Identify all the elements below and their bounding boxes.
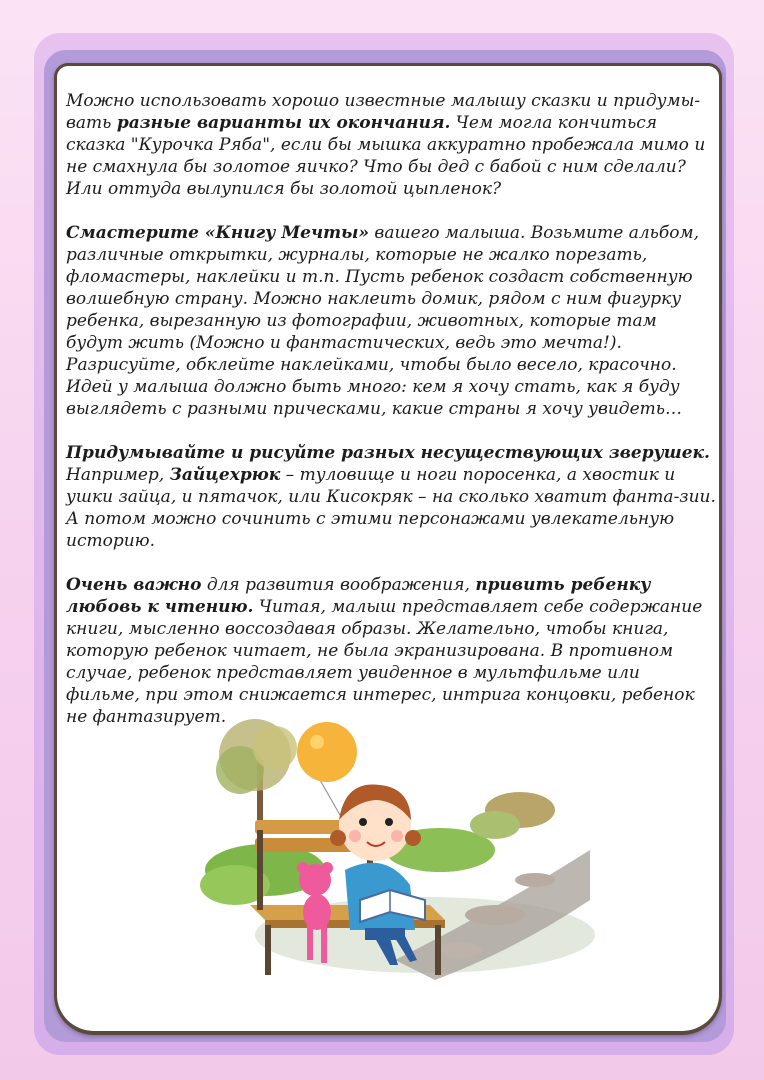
article-text	[66, 90, 716, 750]
bold-phrase: Очень важно	[66, 575, 202, 595]
bold-phrase: привить ребенку любовь к чтению.	[66, 575, 651, 617]
bold-phrase: Смастерите «Книгу Мечты»	[66, 223, 370, 243]
text-run: Чем могла кончиться сказка "Курочка Ряба", если бы мышка аккуратно пробежала мимо и не смахнула бы золотое яичко? Что бы дед с бабой с ним сделали? Или оттуда вылупился бы золотой цыпленок?	[66, 113, 706, 199]
text-run: – туловище и ноги поросенка, а хвостик и ушки зайца, и пятачок, или Кисокряк – на сколько хватит фанта-зии. А потом можно сочинить с этими персонажами увлекательную историю.	[66, 465, 716, 551]
paragraph-dream-book	[66, 222, 716, 420]
bold-phrase: Зайцехрюк	[169, 465, 281, 485]
text-run: Можно использовать хорошо известные малышу сказки и придумы-вать	[66, 91, 701, 133]
bold-phrase: разные варианты их окончания.	[116, 113, 451, 133]
girl-reading-on-bench-illustration	[195, 700, 595, 990]
bold-phrase: Придумывайте и рисуйте разных несуществующих зверушек.	[66, 443, 710, 463]
text-run: Например,	[66, 465, 170, 485]
text-run: Читая, малыш представляет себе содержание книги, мысленно воссоздавая образы. Желательно, чтобы книга, которую ребенок читает, не была экранизирована. В противном случае, ребенок представляет увиденное в мультфильме или фильме, при этом снижается интерес, интрига концовки, ребенок не фантазирует.	[66, 597, 703, 727]
paragraph-endings	[66, 90, 716, 200]
text-run: вашего малыша. Возьмите альбом, различные открытки, журналы, которые не жалко порезать, фломастеры, наклейки и т.п. Пусть ребенок создаст собственную волшебную страну. Можно наклеить домик, рядом с ним фигурку ребенка, вырезанную из фотографии, животных, которые там будут жить (Можно и фантастических, ведь это мечта!). Разрисуйте, обклейте наклейками, чтобы было весело, красочно. Идей у малыша должно быть много: кем я хочу стать, как я буду выглядеть с разными прическами, какие страны я хочу увидеть…	[66, 223, 700, 419]
paragraph-creatures	[66, 442, 716, 552]
text-run: для развития воображения,	[201, 575, 476, 595]
